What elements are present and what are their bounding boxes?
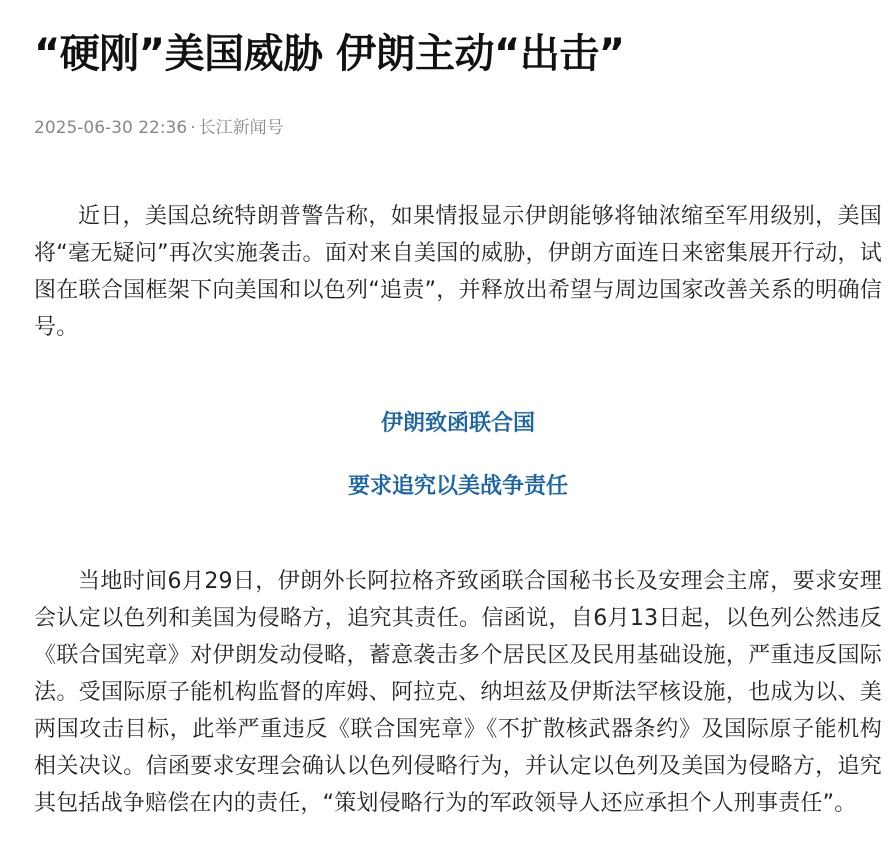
section-subhead: 伊朗致函联合国 [380, 411, 535, 436]
paragraph-intro: 近日，美国总统特朗普警告称，如果情报显示伊朗能够将铀浓缩至军用级别，美国将“毫无疑问”再次实施袭击。面对来自美国的威胁，伊朗方面连日来密集展开行动，试图在联合国框架下向美国和以色列“追责”，并释放出希望与周边国家改善关系的明确信号。 [34, 204, 882, 340]
article-meta [34, 116, 882, 140]
publish-datetime: 2025-06-30 22:36 [34, 118, 188, 138]
article [34, 0, 882, 822]
section-subhead-secondary: 要求追究以美战争责任 [347, 474, 568, 499]
paragraph-body: 当地时间6月29日，伊朗外长阿拉格齐致函联合国秘书长及安理会主席，要求安理会认定以色列和美国为侵略方，追究其责任。信函说，自6月13日起，以色列公然违反《联合国宪章》对伊朗发动侵略，蓄意袭击多个居民区及民用基础设施，严重违反国际法。受国际原子能机构监督的库姆、阿拉克、纳坦兹及伊斯法罕核设施，也成为以、美两国攻击目标，此举严重违反《联合国宪章》《不扩散核武器条约》及国际原子能机构相关决议。信函要求安理会确认以色列侵略行为，并认定以色列及美国为侵略方，追究其包括战争赔偿在内的责任，“策划侵略行为的军政领导人还应承担个人刑事责任”。 [34, 569, 882, 816]
article-title: “硬刚”美国威胁 伊朗主动“出击” [34, 31, 625, 77]
meta-separator: · [190, 118, 196, 138]
source-link[interactable]: 长江新闻号 [198, 118, 284, 138]
